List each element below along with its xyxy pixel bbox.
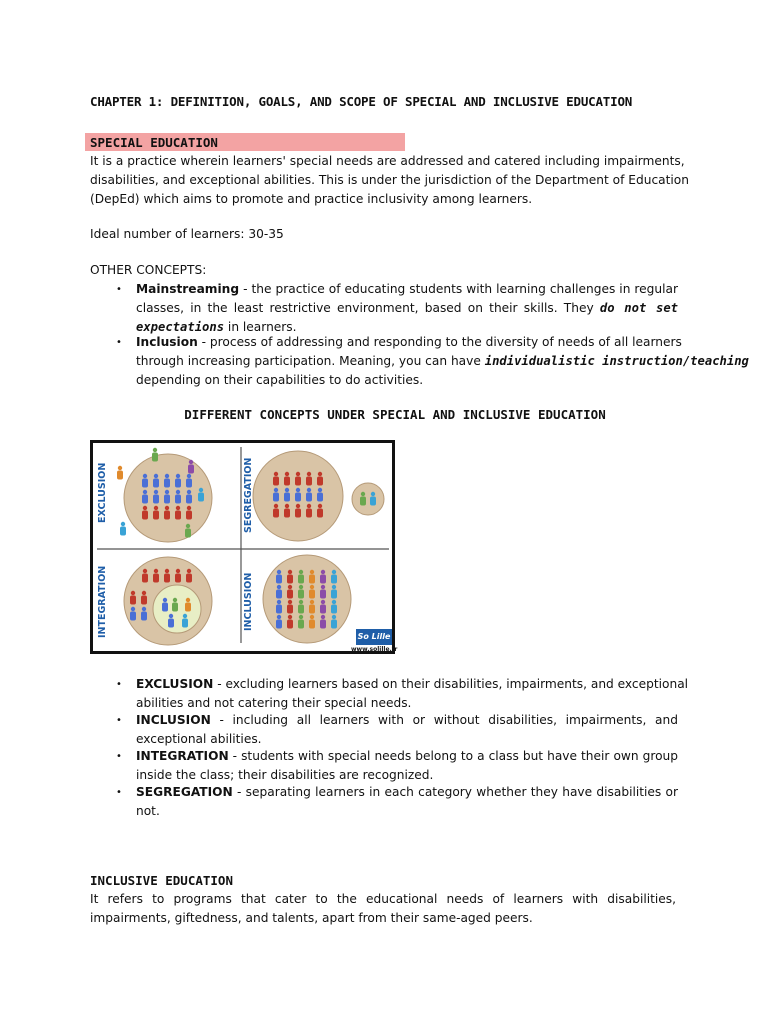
person-icon (295, 472, 301, 486)
mainstreaming-emphasis: expectations (136, 320, 225, 334)
person-icon (175, 490, 181, 504)
person-icon (320, 600, 326, 614)
person-icon (331, 615, 337, 629)
walking-person-icon (188, 460, 194, 474)
concept-term: INCLUSION (136, 713, 211, 727)
person-icon (309, 585, 315, 599)
segregation-item (136, 783, 678, 821)
person-icon (331, 585, 337, 599)
person-icon (295, 504, 301, 518)
person-icon (153, 506, 159, 520)
person-icon (309, 615, 315, 629)
mainstreaming-emphasis: do not set (599, 301, 678, 315)
bullet-dot: • (116, 337, 122, 348)
concept-term: INTEGRATION (136, 749, 229, 763)
bullet-dot: • (116, 715, 122, 726)
inclusion-text: through increasing participation. Meaning, you can have (136, 354, 485, 368)
person-icon (186, 490, 192, 504)
person-icon (320, 570, 326, 584)
special-education-paragraph (90, 152, 689, 209)
person-icon (276, 570, 282, 584)
person-icon (276, 615, 282, 629)
concept-term: SEGREGATION (136, 785, 233, 799)
person-icon (153, 490, 159, 504)
person-icon (162, 598, 168, 612)
person-icon (370, 492, 376, 506)
person-icon (164, 569, 170, 583)
person-icon (276, 585, 282, 599)
paragraph-line: (DepEd) which aims to promote and practice inclusivity among learners. (90, 192, 533, 206)
person-icon (298, 615, 304, 629)
paragraph-line: disabilities, and exceptional abilities. This is under the jurisdiction of the Department of Education (90, 173, 689, 187)
person-icon (153, 569, 159, 583)
concept-line (136, 747, 678, 766)
ideal-number-text: Ideal number of learners: 30-35 (90, 227, 284, 241)
person-icon (273, 472, 279, 486)
segregation-small-circle (352, 483, 384, 515)
inclusion-item (136, 333, 749, 390)
person-icon (164, 490, 170, 504)
mainstreaming-text: classes, in the least restrictive environment, based on their skills. They (136, 301, 600, 315)
exclusion-item (136, 675, 689, 713)
exclusion-label: EXCLUSION (97, 462, 108, 523)
logo-url: www.solille.fr (351, 646, 398, 653)
inclusion-emphasis: individualistic instruction/teaching (484, 354, 749, 368)
person-icon (120, 522, 126, 536)
person-icon (175, 474, 181, 488)
person-icon (320, 585, 326, 599)
person-icon (130, 591, 136, 605)
concept-text: - including all learners with or without disabilities, impairments, and (210, 713, 678, 727)
person-icon (317, 488, 323, 502)
mainstreaming-line (136, 299, 678, 318)
wheelchair-icon (276, 600, 282, 614)
person-icon (309, 570, 315, 584)
person-icon (175, 506, 181, 520)
concepts-diagram (90, 440, 398, 654)
person-icon (186, 506, 192, 520)
person-icon (287, 570, 293, 584)
mainstreaming-term: Mainstreaming (136, 282, 240, 296)
concept-text: - excluding learners based on their disabilities, impairments, and exceptional (213, 677, 689, 691)
person-icon (142, 474, 148, 488)
paragraph-line: impairments, giftedness, and talents, apart from their same-aged peers. (90, 911, 533, 925)
person-icon (287, 615, 293, 629)
person-icon (164, 474, 170, 488)
person-icon (175, 569, 181, 583)
person-icon (317, 472, 323, 486)
other-concepts-label: OTHER CONCEPTS: (90, 263, 207, 277)
person-icon (164, 506, 170, 520)
wheelchair-icon (331, 600, 337, 614)
inclusive-education-heading: INCLUSIVE EDUCATION (90, 873, 233, 888)
walking-person-icon (185, 598, 191, 612)
paragraph-line: It is a practice wherein learners' special needs are addressed and catered including impairments, (90, 154, 685, 168)
inclusion-label: INCLUSION (243, 572, 254, 631)
person-icon (306, 488, 312, 502)
concept-line: abilities and not catering their special needs. (136, 696, 412, 710)
person-icon (186, 569, 192, 583)
person-icon (298, 585, 304, 599)
mainstreaming-item (136, 280, 678, 337)
bullet-dot: • (116, 751, 122, 762)
person-icon (331, 570, 337, 584)
inclusion-term: Inclusion (136, 335, 198, 349)
mainstreaming-text: - the practice of educating students with learning challenges in regular (239, 282, 678, 296)
paragraph-line: It refers to programs that cater to the educational needs of learners with disabilities, (90, 892, 676, 906)
person-icon (142, 490, 148, 504)
person-icon (284, 504, 290, 518)
segregation-label: SEGREGATION (243, 457, 254, 533)
person-icon (141, 607, 147, 621)
bullet-dot: • (116, 679, 122, 690)
person-icon (273, 488, 279, 502)
concept-line: inside the class; their disabilities are recognized. (136, 768, 434, 782)
concept-line (136, 675, 689, 694)
person-icon (142, 569, 148, 583)
wheelchair-icon (152, 448, 158, 462)
person-icon (142, 506, 148, 520)
mainstreaming-text: in learners. (224, 320, 297, 334)
inclusion-line (136, 333, 682, 352)
person-icon (130, 607, 136, 621)
wheelchair-icon (320, 615, 326, 629)
concept-term: EXCLUSION (136, 677, 214, 691)
concept-line (136, 783, 678, 802)
mainstreaming-line (136, 280, 678, 299)
person-icon (306, 472, 312, 486)
person-icon (141, 591, 147, 605)
inclusion-circle (263, 555, 351, 643)
person-icon (298, 600, 304, 614)
concept-text: - separating learners in each category whether they have disabilities or (232, 785, 678, 799)
person-icon (182, 614, 188, 628)
person-icon (309, 600, 315, 614)
integration-label: INTEGRATION (97, 565, 108, 638)
person-icon (317, 504, 323, 518)
wheelchair-icon (287, 585, 293, 599)
concept-text: - students with special needs belong to a class but have their own group (228, 749, 678, 763)
person-icon (273, 504, 279, 518)
wheelchair-icon (185, 524, 191, 538)
person-icon (153, 474, 159, 488)
walking-person-icon (117, 466, 123, 480)
inclusion-concept-item (136, 711, 678, 749)
person-icon (284, 472, 290, 486)
so-lille-logo: So Lille (356, 629, 392, 645)
inclusion-text: - process of addressing and responding to the diversity of needs of all learners (197, 335, 682, 349)
bullet-dot: • (116, 284, 122, 295)
person-icon (287, 600, 293, 614)
integration-item (136, 747, 678, 785)
bullet-dot: • (116, 787, 122, 798)
person-icon (306, 504, 312, 518)
special-education-heading: SPECIAL EDUCATION (90, 135, 218, 150)
person-icon (186, 474, 192, 488)
person-icon (198, 488, 204, 502)
chapter-title: CHAPTER 1: DEFINITION, GOALS, AND SCOPE OF SPECIAL AND INCLUSIVE EDUCATION (90, 94, 633, 109)
inclusive-education-paragraph (90, 890, 676, 928)
wheelchair-icon (172, 598, 178, 612)
person-icon (168, 614, 174, 628)
inclusion-line: depending on their capabilities to do activities. (136, 373, 424, 387)
person-icon (295, 488, 301, 502)
wheelchair-icon (360, 492, 366, 506)
concept-line: not. (136, 804, 160, 818)
concepts-heading: DIFFERENT CONCEPTS UNDER SPECIAL AND INCLUSIVE EDUCATION (184, 407, 606, 422)
concept-line (136, 711, 678, 730)
person-icon (284, 488, 290, 502)
inclusion-line (136, 352, 749, 371)
concept-line: exceptional abilities. (136, 732, 262, 746)
wheelchair-icon (298, 570, 304, 584)
